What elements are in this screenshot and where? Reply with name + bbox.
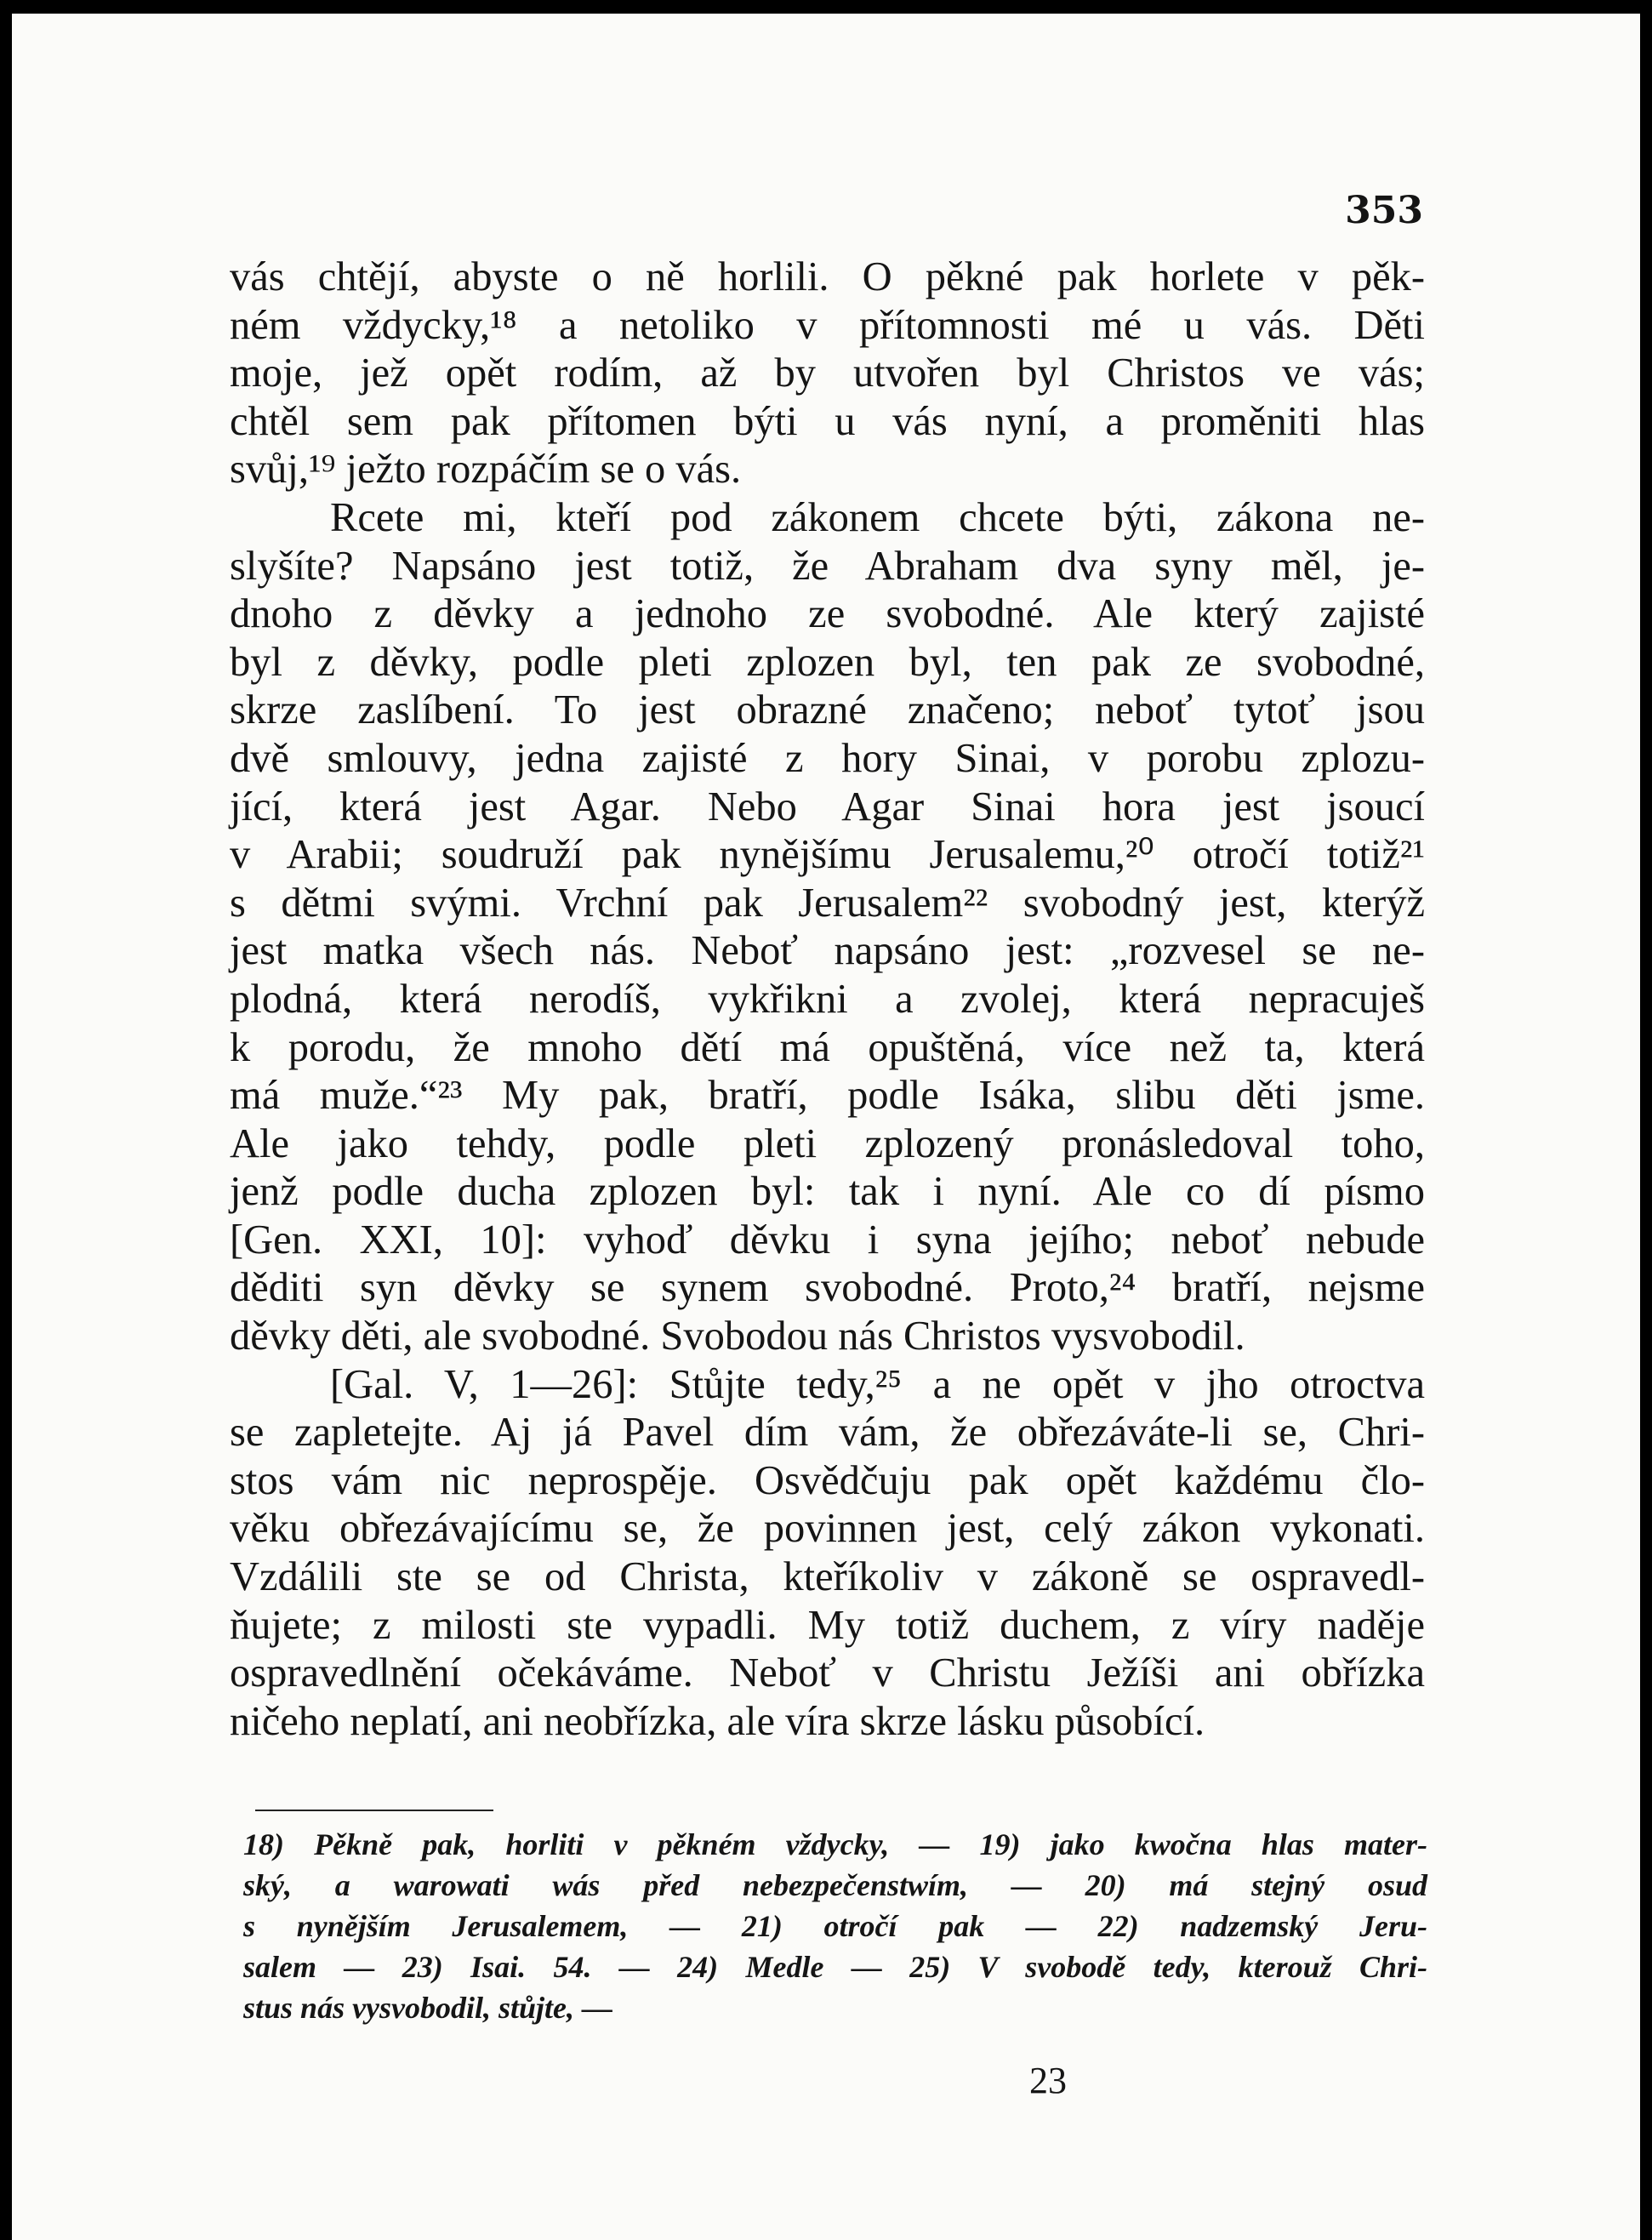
footnote-divider xyxy=(255,1810,493,1811)
text-line: ničeho neplatí, ani neobřízka, ale víra skrze lásku působící. xyxy=(230,1698,1205,1744)
text-line: plodná, která nerodíš, vykřikni a zvolej, která nepracuješ xyxy=(230,976,1425,1022)
footnote-line: stus nás vysvobodil, stůjte, — xyxy=(243,1991,613,2025)
text-line: [Gal. V, 1—26]: Stůjte tedy,²⁵ a ne opět v jho otroctva xyxy=(330,1361,1425,1407)
scanned-page xyxy=(12,14,1640,2240)
text-line: slyšíte? Napsáno jest totiž, že Abraham dva syny měl, je- xyxy=(230,543,1425,589)
text-line: děvky děti, ale svobodné. Svobodou nás Christos vysvobodil. xyxy=(230,1314,1245,1359)
text-line: se zapletejte. Aj já Pavel dím vám, že obřezáváte-li se, Chri- xyxy=(230,1410,1425,1456)
text-line: s dětmi svými. Vrchní pak Jerusalem²² svobodný jest, kterýž xyxy=(230,880,1425,926)
footnote-line: ský, a warowati wás před nebezpečenstwím, — 20) má stejný osud xyxy=(243,1868,1427,1902)
text-line: ospravedlnění očekáváme. Neboť v Christu Ježíši ani obřízka xyxy=(230,1650,1425,1696)
text-line: skrze zaslíbení. To jest obrazné značeno; neboť tytoť jsou xyxy=(230,687,1425,733)
text-line: [Gen. XXI, 10]: vyhoď děvku i syna jejího; neboť nebude xyxy=(230,1217,1425,1262)
text-line: Rcete mi, kteří pod zákonem chcete býti, zákona ne- xyxy=(330,494,1425,540)
text-line: jest matka všech nás. Neboť napsáno jest: „rozvesel se ne- xyxy=(230,928,1425,974)
text-line: dvě smlouvy, jedna zajisté z hory Sinai, v porobu zplozu- xyxy=(230,735,1425,781)
text-line: jící, která jest Agar. Nebo Agar Sinai hora jest jsoucí xyxy=(230,784,1425,829)
text-line: děditi syn děvky se synem svobodné. Proto,²⁴ bratří, nejsme xyxy=(230,1265,1425,1311)
footnote-line: salem — 23) Isai. 54. — 24) Medle — 25) V svobodě tedy, kterouž Chri- xyxy=(243,1950,1427,1984)
text-line: ném vždycky,¹⁸ a netoliko v přítomnosti mé u vás. Děti xyxy=(230,302,1425,348)
text-line: ňujete; z milosti ste vypadli. My totiž duchem, z víry naděje xyxy=(230,1602,1425,1648)
page-number: 353 xyxy=(1345,189,1423,232)
text-line: dnoho z děvky a jednoho ze svobodné. Ale který zajisté xyxy=(230,591,1425,637)
body-text xyxy=(230,254,1425,1746)
text-line: Ale jako tehdy, podle pleti zplozený pronásledoval toho, xyxy=(230,1120,1425,1166)
text-line: věku obřezávajícímu se, že povinnen jest, celý zákon vykonati. xyxy=(230,1506,1425,1552)
text-line: svůj,¹⁹ ježto rozpáčím se o vás. xyxy=(230,447,742,493)
footnote-line: 18) Pěkně pak, horliti v pěkném vždycky, — 19) jako kwočna hlas mater- xyxy=(243,1827,1427,1861)
text-line: vás chtějí, abyste o ně horlili. O pěkné pak horlete v pěk- xyxy=(230,254,1425,299)
text-line: Vzdálili ste se od Christa, kteříkoliv v zákoně se ospravedl- xyxy=(230,1554,1425,1600)
text-line: moje, jež opět rodím, až by utvořen byl Christos ve vás; xyxy=(230,351,1425,396)
footnote-line: s nynějším Jerusalemem, — 21) otročí pak — 22) nadzemský Jeru- xyxy=(243,1909,1427,1943)
text-line: stos vám nic neprospěje. Osvědčuju pak opět každému člo- xyxy=(230,1457,1425,1503)
text-line: byl z děvky, podle pleti zplozen byl, ten pak ze svobodné, xyxy=(230,639,1425,685)
text-line: v Arabii; soudruží pak nynějšímu Jerusalemu,²⁰ otročí totiž²¹ xyxy=(230,832,1425,878)
footnotes xyxy=(243,1824,1427,2028)
signature-mark: 23 xyxy=(1029,2060,1067,2101)
text-line: chtěl sem pak přítomen býti u vás nyní, a proměniti hlas xyxy=(230,398,1425,444)
text-line: má muže.“²³ My pak, bratří, podle Isáka, slibu děti jsme. xyxy=(230,1073,1425,1119)
text-line: k porodu, že mnoho dětí má opuštěná, více než ta, která xyxy=(230,1024,1425,1070)
text-line: jenž podle ducha zplozen byl: tak i nyní. Ale co dí písmo xyxy=(230,1169,1425,1215)
